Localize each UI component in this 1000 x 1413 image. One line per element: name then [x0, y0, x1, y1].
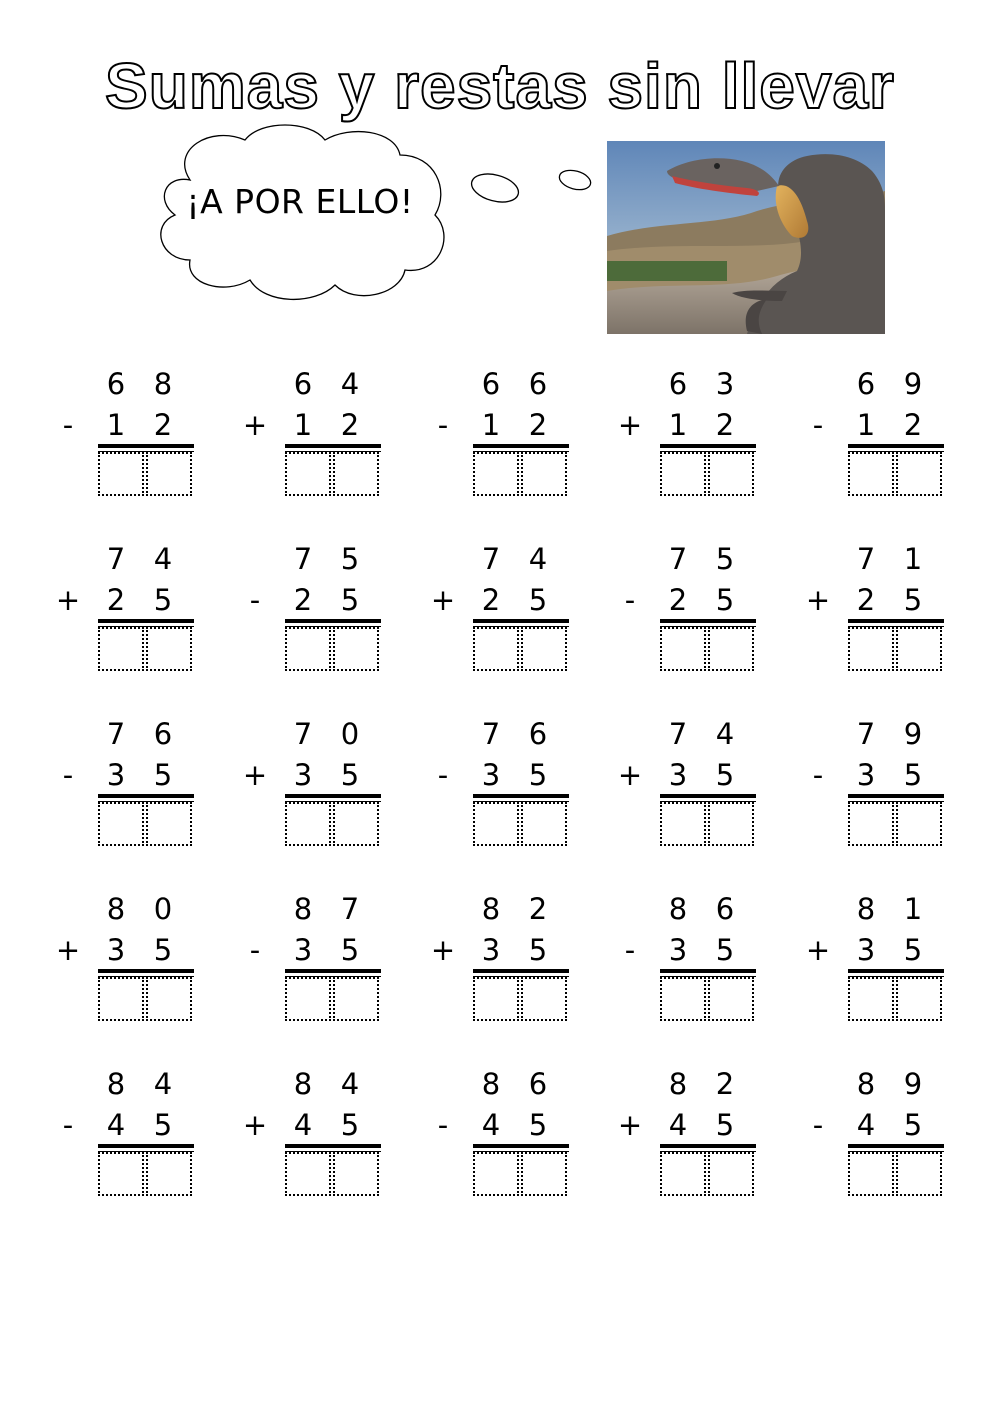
subtraction-addition-problem: [247, 890, 407, 1030]
bottom-units-digit: 5: [340, 933, 360, 967]
answer-units-box[interactable]: [146, 1152, 192, 1196]
bottom-units-digit: 5: [528, 583, 548, 617]
answer-units-box[interactable]: [146, 802, 192, 846]
answer-tens-box[interactable]: [660, 627, 706, 671]
top-tens-digit: 8: [106, 1067, 126, 1101]
operator-sign: +: [55, 933, 81, 967]
answer-units-box[interactable]: [896, 977, 942, 1021]
answer-boxes: [98, 452, 194, 498]
bottom-units-digit: 5: [715, 933, 735, 967]
answer-boxes: [848, 452, 944, 498]
operator-sign: +: [430, 933, 456, 967]
operator-sign: +: [55, 583, 81, 617]
operator-sign: -: [437, 408, 449, 442]
answer-units-box[interactable]: [521, 452, 567, 496]
top-tens-digit: 7: [668, 717, 688, 751]
subtraction-addition-problem: [60, 365, 220, 505]
top-units-digit: 2: [528, 892, 548, 926]
answer-tens-box[interactable]: [285, 977, 331, 1021]
subtraction-addition-problem: [247, 540, 407, 680]
thought-cloud: [150, 120, 460, 310]
bottom-tens-digit: 3: [668, 933, 688, 967]
answer-boxes: [660, 452, 756, 498]
bottom-units-digit: 5: [340, 1108, 360, 1142]
operator-sign: -: [812, 758, 824, 792]
answer-units-box[interactable]: [896, 627, 942, 671]
bottom-units-digit: 5: [153, 758, 173, 792]
answer-boxes: [98, 627, 194, 673]
answer-units-box[interactable]: [708, 452, 754, 496]
operator-sign: +: [242, 758, 268, 792]
operator-sign: -: [624, 583, 636, 617]
answer-tens-box[interactable]: [285, 452, 331, 496]
answer-boxes: [848, 802, 944, 848]
sum-line: [660, 619, 756, 623]
subtraction-addition-problem: [242, 1065, 407, 1205]
sum-line: [848, 969, 944, 973]
subtraction-addition-problem: [617, 715, 782, 855]
bottom-tens-digit: 2: [856, 583, 876, 617]
answer-tens-box[interactable]: [848, 452, 894, 496]
sum-line: [98, 969, 194, 973]
top-tens-digit: 7: [293, 542, 313, 576]
sum-line: [285, 444, 381, 448]
sum-line: [660, 1144, 756, 1148]
operator-sign: +: [242, 1108, 268, 1142]
subtraction-addition-problem: [622, 890, 782, 1030]
bottom-tens-digit: 3: [106, 933, 126, 967]
top-units-digit: 6: [715, 892, 735, 926]
operator-sign: -: [812, 1108, 824, 1142]
answer-units-box[interactable]: [708, 977, 754, 1021]
answer-boxes: [473, 977, 569, 1023]
operator-sign: -: [62, 758, 74, 792]
sum-line: [848, 619, 944, 623]
bottom-tens-digit: 1: [668, 408, 688, 442]
answer-units-box[interactable]: [146, 452, 192, 496]
bottom-tens-digit: 3: [106, 758, 126, 792]
top-tens-digit: 7: [856, 717, 876, 751]
operator-sign: +: [617, 758, 643, 792]
subtraction-addition-problem: [810, 715, 970, 855]
page-title: Sumas y restas sin llevar: [105, 50, 895, 122]
top-tens-digit: 8: [856, 1067, 876, 1101]
bottom-units-digit: 5: [528, 933, 548, 967]
top-units-digit: 6: [153, 717, 173, 751]
bottom-tens-digit: 1: [293, 408, 313, 442]
answer-tens-box[interactable]: [473, 627, 519, 671]
sum-line: [98, 619, 194, 623]
answer-tens-box[interactable]: [473, 802, 519, 846]
subtraction-addition-problem: [617, 1065, 782, 1205]
answer-units-box[interactable]: [521, 1152, 567, 1196]
top-units-digit: 0: [340, 717, 360, 751]
sum-line: [660, 444, 756, 448]
bottom-tens-digit: 3: [293, 758, 313, 792]
top-tens-digit: 8: [668, 1067, 688, 1101]
bottom-units-digit: 5: [340, 583, 360, 617]
subtraction-addition-problem: [435, 715, 595, 855]
bottom-units-digit: 5: [715, 583, 735, 617]
answer-boxes: [660, 802, 756, 848]
answer-tens-box[interactable]: [98, 977, 144, 1021]
answer-boxes: [660, 627, 756, 673]
bottom-units-digit: 5: [528, 758, 548, 792]
top-units-digit: 4: [153, 1067, 173, 1101]
answer-boxes: [285, 802, 381, 848]
top-units-digit: 4: [528, 542, 548, 576]
bottom-tens-digit: 4: [293, 1108, 313, 1142]
answer-tens-box[interactable]: [98, 452, 144, 496]
sum-line: [98, 794, 194, 798]
answer-boxes: [473, 452, 569, 498]
operator-sign: -: [62, 1108, 74, 1142]
top-tens-digit: 7: [668, 542, 688, 576]
subtraction-addition-problem: [55, 540, 220, 680]
sum-line: [285, 969, 381, 973]
subtraction-addition-problem: [810, 365, 970, 505]
top-units-digit: 0: [153, 892, 173, 926]
answer-units-box[interactable]: [146, 977, 192, 1021]
bottom-tens-digit: 2: [106, 583, 126, 617]
answer-tens-box[interactable]: [848, 977, 894, 1021]
bottom-units-digit: 5: [153, 1108, 173, 1142]
answer-units-box[interactable]: [333, 627, 379, 671]
top-units-digit: 6: [528, 717, 548, 751]
top-tens-digit: 6: [481, 367, 501, 401]
answer-units-box[interactable]: [333, 802, 379, 846]
sum-line: [98, 444, 194, 448]
operator-sign: -: [812, 408, 824, 442]
bottom-tens-digit: 1: [856, 408, 876, 442]
answer-boxes: [660, 1152, 756, 1198]
iguana-lizard-photo: [607, 141, 885, 334]
top-units-digit: 3: [715, 367, 735, 401]
bottom-tens-digit: 4: [481, 1108, 501, 1142]
bottom-units-digit: 5: [153, 933, 173, 967]
answer-tens-box[interactable]: [473, 977, 519, 1021]
sum-line: [98, 1144, 194, 1148]
answer-boxes: [98, 977, 194, 1023]
subtraction-addition-problem: [430, 540, 595, 680]
bottom-units-digit: 5: [903, 1108, 923, 1142]
answer-tens-box[interactable]: [660, 802, 706, 846]
answer-boxes: [848, 627, 944, 673]
top-tens-digit: 6: [293, 367, 313, 401]
subtraction-addition-problem: [435, 365, 595, 505]
answer-tens-box[interactable]: [848, 1152, 894, 1196]
sum-line: [660, 794, 756, 798]
bottom-tens-digit: 3: [481, 933, 501, 967]
bottom-units-digit: 5: [340, 758, 360, 792]
answer-tens-box[interactable]: [660, 452, 706, 496]
bottom-units-digit: 2: [153, 408, 173, 442]
answer-tens-box[interactable]: [473, 1152, 519, 1196]
top-tens-digit: 7: [106, 717, 126, 751]
subtraction-addition-problem: [435, 1065, 595, 1205]
answer-units-box[interactable]: [521, 802, 567, 846]
subtraction-addition-problem: [430, 890, 595, 1030]
answer-boxes: [848, 977, 944, 1023]
answer-tens-box[interactable]: [98, 627, 144, 671]
answer-units-box[interactable]: [521, 977, 567, 1021]
sum-line: [473, 444, 569, 448]
answer-tens-box[interactable]: [473, 452, 519, 496]
sum-line: [473, 794, 569, 798]
bottom-units-digit: 5: [715, 758, 735, 792]
top-tens-digit: 8: [481, 1067, 501, 1101]
answer-tens-box[interactable]: [98, 1152, 144, 1196]
subtraction-addition-problem: [810, 1065, 970, 1205]
operator-sign: +: [430, 583, 456, 617]
sum-line: [285, 619, 381, 623]
answer-boxes: [473, 627, 569, 673]
bottom-tens-digit: 4: [856, 1108, 876, 1142]
bottom-units-digit: 5: [715, 1108, 735, 1142]
speech-text: ¡A POR ELLO!: [186, 182, 414, 221]
bottom-tens-digit: 2: [481, 583, 501, 617]
answer-boxes: [473, 1152, 569, 1198]
top-units-digit: 4: [340, 1067, 360, 1101]
answer-boxes: [848, 1152, 944, 1198]
bottom-units-digit: 2: [528, 408, 548, 442]
top-units-digit: 5: [715, 542, 735, 576]
bottom-tens-digit: 2: [293, 583, 313, 617]
answer-units-box[interactable]: [708, 802, 754, 846]
operator-sign: +: [617, 1108, 643, 1142]
subtraction-addition-problem: [617, 365, 782, 505]
operator-sign: +: [805, 933, 831, 967]
top-tens-digit: 7: [481, 717, 501, 751]
bottom-units-digit: 5: [903, 583, 923, 617]
answer-units-box[interactable]: [146, 627, 192, 671]
top-tens-digit: 8: [481, 892, 501, 926]
answer-boxes: [98, 1152, 194, 1198]
answer-tens-box[interactable]: [285, 1152, 331, 1196]
bottom-tens-digit: 3: [481, 758, 501, 792]
bottom-tens-digit: 2: [668, 583, 688, 617]
top-units-digit: 6: [528, 1067, 548, 1101]
bottom-units-digit: 5: [153, 583, 173, 617]
subtraction-addition-problem: [242, 365, 407, 505]
top-units-digit: 1: [903, 542, 923, 576]
answer-boxes: [473, 802, 569, 848]
top-tens-digit: 8: [106, 892, 126, 926]
bottom-units-digit: 2: [715, 408, 735, 442]
answer-boxes: [660, 977, 756, 1023]
sum-line: [473, 619, 569, 623]
answer-units-box[interactable]: [896, 802, 942, 846]
answer-units-box[interactable]: [333, 452, 379, 496]
answer-units-box[interactable]: [333, 977, 379, 1021]
top-units-digit: 4: [153, 542, 173, 576]
answer-units-box[interactable]: [333, 1152, 379, 1196]
sum-line: [848, 1144, 944, 1148]
answer-tens-box[interactable]: [98, 802, 144, 846]
bottom-tens-digit: 4: [106, 1108, 126, 1142]
bottom-units-digit: 2: [340, 408, 360, 442]
bottom-units-digit: 5: [903, 933, 923, 967]
bottom-tens-digit: 4: [668, 1108, 688, 1142]
operator-sign: +: [242, 408, 268, 442]
top-units-digit: 2: [715, 1067, 735, 1101]
sum-line: [848, 444, 944, 448]
bottom-tens-digit: 3: [856, 758, 876, 792]
top-units-digit: 9: [903, 717, 923, 751]
bottom-units-digit: 5: [903, 758, 923, 792]
top-units-digit: 4: [715, 717, 735, 751]
top-tens-digit: 6: [856, 367, 876, 401]
operator-sign: -: [249, 583, 261, 617]
answer-units-box[interactable]: [896, 452, 942, 496]
top-tens-digit: 8: [856, 892, 876, 926]
subtraction-addition-problem: [60, 1065, 220, 1205]
subtraction-addition-problem: [60, 715, 220, 855]
bottom-units-digit: 5: [528, 1108, 548, 1142]
answer-boxes: [98, 802, 194, 848]
top-units-digit: 9: [903, 1067, 923, 1101]
operator-sign: +: [617, 408, 643, 442]
sum-line: [473, 969, 569, 973]
answer-units-box[interactable]: [896, 1152, 942, 1196]
sum-line: [473, 1144, 569, 1148]
sum-line: [660, 969, 756, 973]
answer-tens-box[interactable]: [285, 802, 331, 846]
top-units-digit: 1: [903, 892, 923, 926]
operator-sign: -: [62, 408, 74, 442]
top-units-digit: 8: [153, 367, 173, 401]
answer-tens-box[interactable]: [848, 802, 894, 846]
top-units-digit: 7: [340, 892, 360, 926]
top-units-digit: 5: [340, 542, 360, 576]
bottom-tens-digit: 3: [668, 758, 688, 792]
top-tens-digit: 8: [668, 892, 688, 926]
subtraction-addition-problem: [622, 540, 782, 680]
answer-tens-box[interactable]: [285, 627, 331, 671]
top-tens-digit: 7: [856, 542, 876, 576]
bottom-tens-digit: 1: [481, 408, 501, 442]
top-tens-digit: 7: [293, 717, 313, 751]
top-units-digit: 9: [903, 367, 923, 401]
operator-sign: +: [805, 583, 831, 617]
sum-line: [285, 1144, 381, 1148]
subtraction-addition-problem: [805, 890, 970, 1030]
top-tens-digit: 7: [481, 542, 501, 576]
answer-units-box[interactable]: [708, 627, 754, 671]
top-tens-digit: 6: [106, 367, 126, 401]
operator-sign: -: [624, 933, 636, 967]
subtraction-addition-problem: [242, 715, 407, 855]
answer-boxes: [285, 977, 381, 1023]
bottom-tens-digit: 3: [293, 933, 313, 967]
top-tens-digit: 8: [293, 1067, 313, 1101]
bottom-units-digit: 2: [903, 408, 923, 442]
answer-units-box[interactable]: [521, 627, 567, 671]
top-tens-digit: 8: [293, 892, 313, 926]
bottom-tens-digit: 3: [856, 933, 876, 967]
answer-tens-box[interactable]: [660, 977, 706, 1021]
answer-boxes: [285, 1152, 381, 1198]
operator-sign: -: [437, 1108, 449, 1142]
top-tens-digit: 7: [106, 542, 126, 576]
sum-line: [848, 794, 944, 798]
top-tens-digit: 6: [668, 367, 688, 401]
answer-units-box[interactable]: [708, 1152, 754, 1196]
top-units-digit: 6: [528, 367, 548, 401]
answer-boxes: [285, 627, 381, 673]
sum-line: [285, 794, 381, 798]
subtraction-addition-problem: [805, 540, 970, 680]
answer-tens-box[interactable]: [848, 627, 894, 671]
operator-sign: -: [437, 758, 449, 792]
answer-tens-box[interactable]: [660, 1152, 706, 1196]
answer-boxes: [285, 452, 381, 498]
operator-sign: -: [249, 933, 261, 967]
subtraction-addition-problem: [55, 890, 220, 1030]
top-units-digit: 4: [340, 367, 360, 401]
bottom-tens-digit: 1: [106, 408, 126, 442]
